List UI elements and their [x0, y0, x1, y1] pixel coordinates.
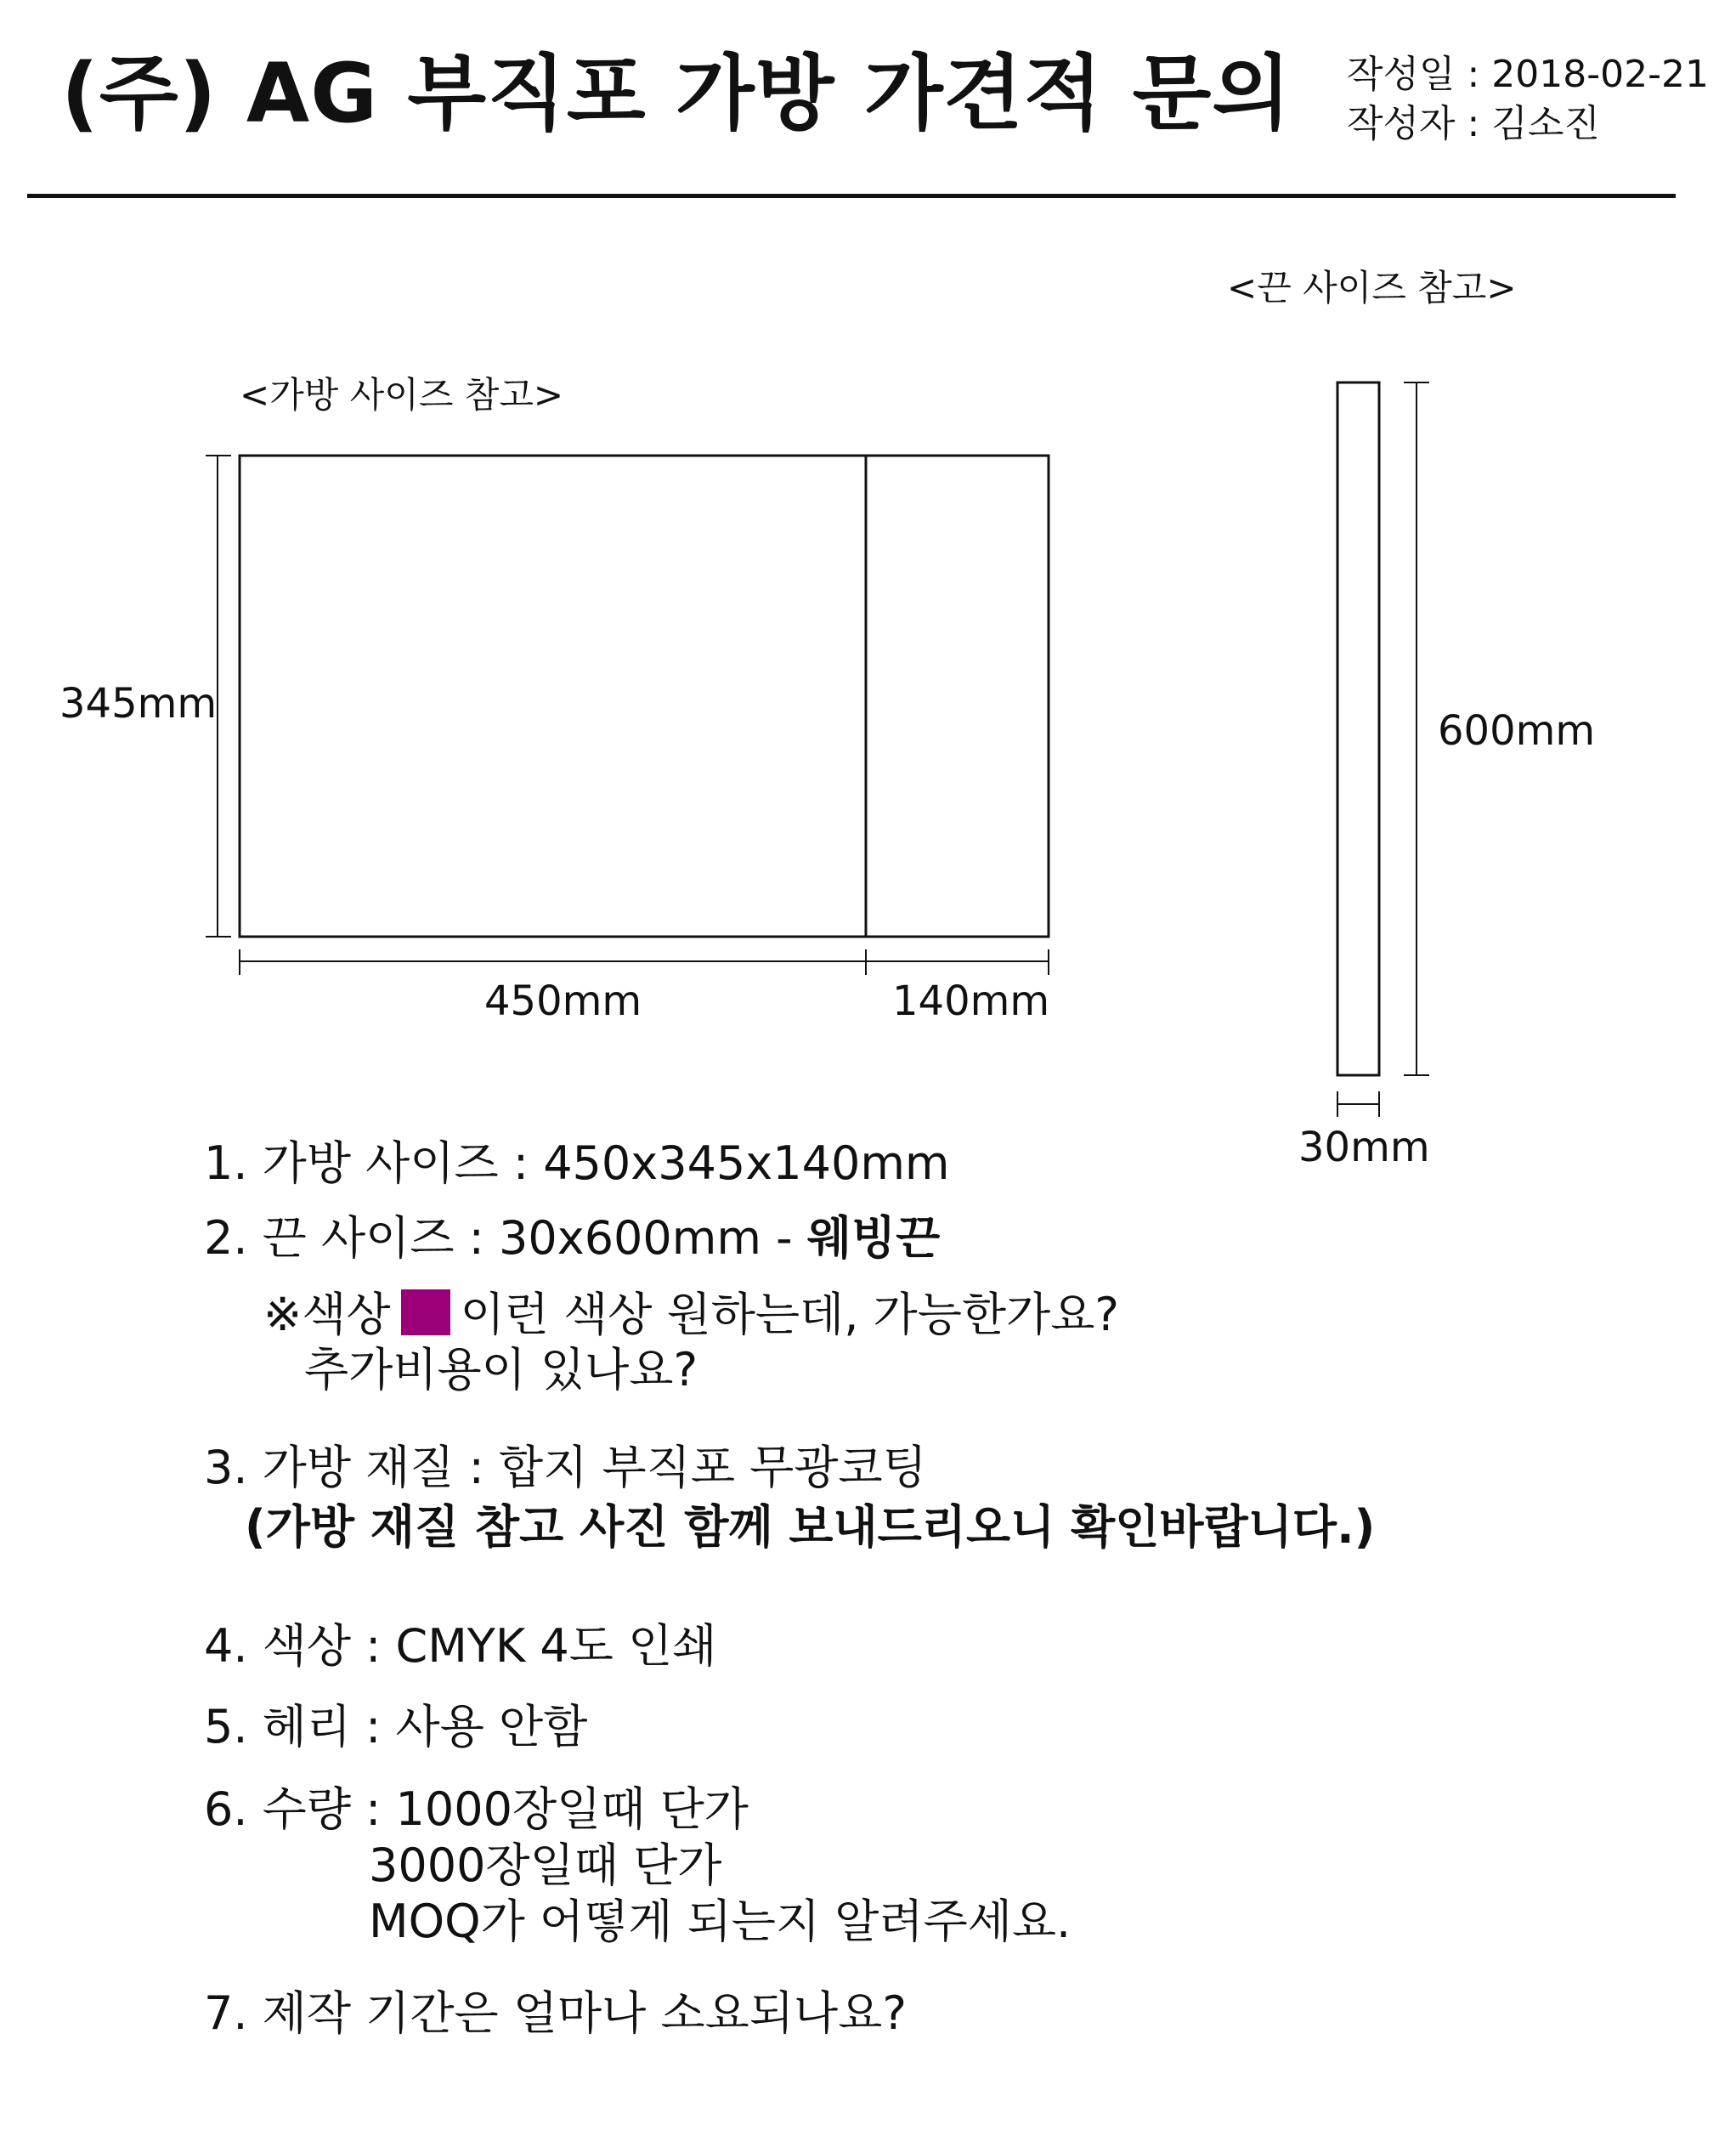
color-note [263, 1288, 1119, 1342]
quantity-line-3: MOQ가 어떻게 되는지 알려주세요. [369, 1895, 1072, 1948]
bag-gusset-label: 140mm [892, 977, 1050, 1025]
list-item-strap-size [204, 1211, 940, 1266]
author-line: 작성자 : 김소진 [1347, 102, 1600, 145]
strap-size-text: 2. 끈 사이즈 : 30x600mm - [204, 1211, 807, 1265]
color-note-line2: 추가비용이 있나요? [304, 1343, 698, 1396]
bag-height-label: 345mm [59, 680, 218, 728]
bag-outline [240, 456, 1049, 937]
list-item-color: 4. 색상 : CMYK 4도 인쇄 [204, 1619, 717, 1673]
strap-outline [1337, 382, 1379, 1075]
page-title: (주) AG 부직포 가방 가견적 문의 [61, 46, 1292, 141]
strap-width-label: 30mm [1298, 1124, 1430, 1171]
list-item-material: 3. 가방 재질 : 합지 부직포 무광코팅 [204, 1441, 927, 1494]
date-line: 작성일 : 2018-02-21 [1347, 53, 1710, 96]
list-item-quantity: 6. 수량 : 1000장일때 단가 [204, 1782, 749, 1836]
bag-size-caption: <가방 사이즈 참고> [240, 374, 564, 416]
bag-width-label: 450mm [484, 977, 642, 1025]
quantity-line-2: 3000장일때 단가 [369, 1838, 722, 1892]
strap-length-label: 600mm [1438, 707, 1596, 755]
color-note-question: 이런 색상 원하는데, 가능한가요? [460, 1288, 1120, 1341]
list-item-lead-time: 7. 제작 기간은 얼마나 소요되나요? [204, 1986, 907, 2040]
list-item-bag-size: 1. 가방 사이즈 : 450x345x140mm [204, 1136, 950, 1190]
color-note-prefix: ※색상 [263, 1288, 391, 1341]
list-item-heri: 5. 헤리 : 사용 안함 [204, 1700, 588, 1753]
material-note: (가방 재질 참고 사진 함께 보내드리오니 확인바랍니다.) [245, 1500, 1376, 1554]
strap-type-text: 웨빙끈 [806, 1211, 941, 1265]
color-swatch [401, 1289, 450, 1335]
strap-size-caption: <끈 사이즈 참고> [1227, 267, 1517, 309]
